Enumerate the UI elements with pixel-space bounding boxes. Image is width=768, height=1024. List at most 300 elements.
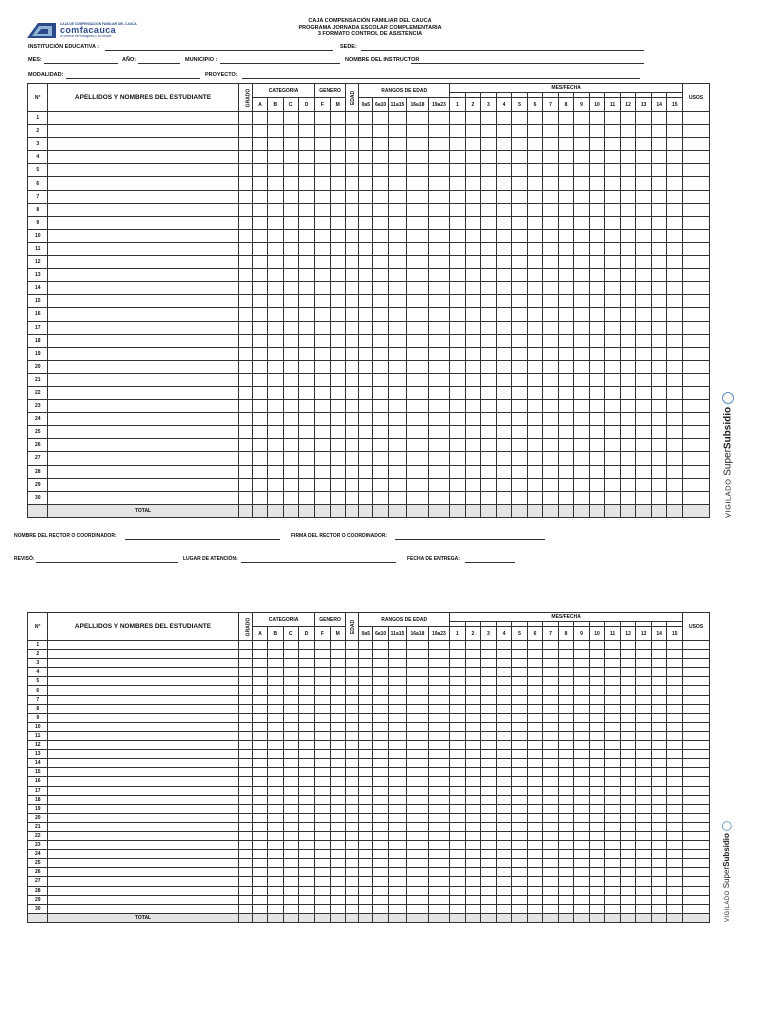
entry-cell[interactable] (605, 452, 621, 465)
entry-cell[interactable] (636, 478, 652, 491)
entry-cell[interactable] (252, 413, 267, 426)
entry-cell[interactable] (450, 413, 466, 426)
entry-cell[interactable] (558, 452, 574, 465)
entry-cell[interactable] (605, 242, 621, 255)
field-anio-line[interactable] (138, 63, 180, 64)
entry-cell[interactable] (496, 478, 512, 491)
entry-cell[interactable] (428, 804, 450, 813)
entry-cell[interactable] (407, 822, 428, 831)
entry-cell[interactable] (651, 859, 667, 868)
entry-cell[interactable] (558, 813, 574, 822)
entry-cell[interactable] (373, 713, 388, 722)
entry-cell[interactable] (512, 650, 528, 659)
entry-cell[interactable] (527, 813, 543, 822)
entry-cell[interactable] (667, 478, 683, 491)
entry-cell[interactable] (558, 125, 574, 138)
entry-cell[interactable] (252, 850, 267, 859)
entry-cell[interactable] (238, 478, 252, 491)
entry-cell[interactable] (496, 813, 512, 822)
entry-cell[interactable] (558, 886, 574, 895)
entry-cell[interactable] (574, 491, 590, 504)
entry-cell[interactable] (667, 704, 683, 713)
entry-cell[interactable] (238, 360, 252, 373)
entry-cell[interactable] (481, 786, 497, 795)
entry-cell[interactable] (48, 859, 238, 868)
entry-cell[interactable] (283, 813, 298, 822)
entry-cell[interactable] (283, 704, 298, 713)
entry-cell[interactable] (330, 203, 345, 216)
entry-cell[interactable] (605, 850, 621, 859)
entry-cell[interactable] (574, 203, 590, 216)
entry-cell[interactable] (252, 373, 267, 386)
entry-cell[interactable] (465, 695, 481, 704)
entry-cell[interactable] (620, 203, 636, 216)
entry-cell[interactable] (605, 804, 621, 813)
entry-cell[interactable] (298, 841, 314, 850)
entry-cell[interactable] (450, 895, 466, 904)
entry-cell[interactable] (330, 295, 345, 308)
entry-cell[interactable] (512, 831, 528, 840)
entry-cell[interactable] (636, 400, 652, 413)
entry-cell[interactable] (465, 850, 481, 859)
entry-cell[interactable] (345, 695, 358, 704)
entry-cell[interactable] (238, 750, 252, 759)
entry-cell[interactable] (512, 686, 528, 695)
entry-cell[interactable] (345, 465, 358, 478)
entry-cell[interactable] (407, 256, 428, 269)
entry-cell[interactable] (252, 229, 267, 242)
entry-cell[interactable] (330, 478, 345, 491)
entry-cell[interactable] (620, 242, 636, 255)
entry-cell[interactable] (636, 804, 652, 813)
entry-cell[interactable] (558, 877, 574, 886)
entry-cell[interactable] (620, 795, 636, 804)
entry-cell[interactable] (238, 269, 252, 282)
entry-cell[interactable] (345, 386, 358, 399)
entry-cell[interactable] (574, 704, 590, 713)
entry-cell[interactable] (543, 877, 559, 886)
entry-cell[interactable] (543, 731, 559, 740)
entry-cell[interactable] (527, 256, 543, 269)
entry-cell[interactable] (605, 321, 621, 334)
entry-cell[interactable] (48, 713, 238, 722)
entry-cell[interactable] (543, 786, 559, 795)
entry-cell[interactable] (373, 321, 388, 334)
entry-cell[interactable] (330, 491, 345, 504)
entry-cell[interactable] (496, 190, 512, 203)
entry-cell[interactable] (667, 731, 683, 740)
entry-cell[interactable] (345, 190, 358, 203)
entry-cell[interactable] (407, 904, 428, 913)
entry-cell[interactable] (527, 859, 543, 868)
entry-cell[interactable] (543, 439, 559, 452)
entry-cell[interactable] (330, 386, 345, 399)
entry-cell[interactable] (620, 895, 636, 904)
entry-cell[interactable] (512, 242, 528, 255)
entry-cell[interactable] (683, 813, 710, 822)
entry-cell[interactable] (315, 269, 330, 282)
entry-cell[interactable] (465, 386, 481, 399)
entry-cell[interactable] (512, 282, 528, 295)
entry-cell[interactable] (298, 478, 314, 491)
entry-cell[interactable] (527, 400, 543, 413)
entry-cell[interactable] (651, 868, 667, 877)
entry-cell[interactable] (268, 360, 283, 373)
entry-cell[interactable] (636, 777, 652, 786)
entry-cell[interactable] (558, 360, 574, 373)
entry-cell[interactable] (651, 786, 667, 795)
entry-cell[interactable] (605, 439, 621, 452)
entry-cell[interactable] (605, 413, 621, 426)
entry-cell[interactable] (428, 151, 450, 164)
entry-cell[interactable] (481, 164, 497, 177)
entry-cell[interactable] (636, 759, 652, 768)
entry-cell[interactable] (48, 668, 238, 677)
entry-cell[interactable] (407, 777, 428, 786)
entry-cell[interactable] (407, 641, 428, 650)
entry-cell[interactable] (465, 668, 481, 677)
entry-cell[interactable] (330, 125, 345, 138)
entry-cell[interactable] (574, 386, 590, 399)
entry-cell[interactable] (388, 282, 406, 295)
entry-cell[interactable] (496, 650, 512, 659)
entry-cell[interactable] (450, 822, 466, 831)
entry-cell[interactable] (683, 795, 710, 804)
entry-cell[interactable] (465, 242, 481, 255)
entry-cell[interactable] (543, 822, 559, 831)
entry-cell[interactable] (428, 841, 450, 850)
entry-cell[interactable] (238, 491, 252, 504)
entry-cell[interactable] (481, 877, 497, 886)
entry-cell[interactable] (574, 641, 590, 650)
entry-cell[interactable] (512, 138, 528, 151)
entry-cell[interactable] (359, 269, 373, 282)
entry-cell[interactable] (636, 295, 652, 308)
entry-cell[interactable] (48, 256, 238, 269)
entry-cell[interactable] (359, 741, 373, 750)
entry-cell[interactable] (589, 373, 605, 386)
entry-cell[interactable] (48, 465, 238, 478)
entry-cell[interactable] (527, 659, 543, 668)
entry-cell[interactable] (238, 400, 252, 413)
entry-cell[interactable] (238, 904, 252, 913)
entry-cell[interactable] (252, 904, 267, 913)
entry-cell[interactable] (373, 426, 388, 439)
field-mes-line[interactable] (44, 63, 118, 64)
entry-cell[interactable] (496, 904, 512, 913)
entry-cell[interactable] (465, 282, 481, 295)
entry-cell[interactable] (315, 768, 330, 777)
entry-cell[interactable] (283, 164, 298, 177)
entry-cell[interactable] (543, 229, 559, 242)
total-cell[interactable] (574, 504, 590, 517)
entry-cell[interactable] (527, 439, 543, 452)
entry-cell[interactable] (252, 804, 267, 813)
entry-cell[interactable] (651, 282, 667, 295)
entry-cell[interactable] (283, 722, 298, 731)
entry-cell[interactable] (48, 659, 238, 668)
entry-cell[interactable] (450, 138, 466, 151)
entry-cell[interactable] (450, 868, 466, 877)
entry-cell[interactable] (465, 895, 481, 904)
entry-cell[interactable] (450, 295, 466, 308)
entry-cell[interactable] (330, 439, 345, 452)
entry-cell[interactable] (465, 177, 481, 190)
entry-cell[interactable] (465, 269, 481, 282)
entry-cell[interactable] (465, 713, 481, 722)
entry-cell[interactable] (512, 256, 528, 269)
entry-cell[interactable] (465, 256, 481, 269)
entry-cell[interactable] (543, 722, 559, 731)
entry-cell[interactable] (345, 216, 358, 229)
entry-cell[interactable] (496, 831, 512, 840)
entry-cell[interactable] (667, 877, 683, 886)
entry-cell[interactable] (620, 650, 636, 659)
entry-cell[interactable] (620, 151, 636, 164)
entry-cell[interactable] (238, 650, 252, 659)
entry-cell[interactable] (345, 491, 358, 504)
entry-cell[interactable] (667, 741, 683, 750)
entry-cell[interactable] (428, 334, 450, 347)
entry-cell[interactable] (315, 868, 330, 877)
entry-cell[interactable] (574, 777, 590, 786)
footer-reviso-line[interactable] (36, 562, 178, 563)
total-cell[interactable] (527, 504, 543, 517)
entry-cell[interactable] (620, 868, 636, 877)
total-cell[interactable] (298, 913, 314, 922)
entry-cell[interactable] (428, 695, 450, 704)
entry-cell[interactable] (605, 750, 621, 759)
entry-cell[interactable] (407, 731, 428, 740)
entry-cell[interactable] (330, 841, 345, 850)
entry-cell[interactable] (388, 242, 406, 255)
entry-cell[interactable] (589, 229, 605, 242)
entry-cell[interactable] (238, 151, 252, 164)
entry-cell[interactable] (388, 439, 406, 452)
entry-cell[interactable] (683, 321, 710, 334)
entry-cell[interactable] (315, 850, 330, 859)
entry-cell[interactable] (636, 190, 652, 203)
entry-cell[interactable] (428, 216, 450, 229)
entry-cell[interactable] (315, 741, 330, 750)
entry-cell[interactable] (359, 750, 373, 759)
entry-cell[interactable] (496, 822, 512, 831)
entry-cell[interactable] (450, 282, 466, 295)
entry-cell[interactable] (388, 786, 406, 795)
entry-cell[interactable] (512, 804, 528, 813)
entry-cell[interactable] (589, 750, 605, 759)
entry-cell[interactable] (620, 400, 636, 413)
entry-cell[interactable] (298, 777, 314, 786)
entry-cell[interactable] (481, 841, 497, 850)
entry-cell[interactable] (238, 886, 252, 895)
entry-cell[interactable] (527, 704, 543, 713)
entry-cell[interactable] (605, 786, 621, 795)
entry-cell[interactable] (636, 177, 652, 190)
entry-cell[interactable] (651, 190, 667, 203)
entry-cell[interactable] (512, 850, 528, 859)
entry-cell[interactable] (373, 759, 388, 768)
entry-cell[interactable] (481, 138, 497, 151)
entry-cell[interactable] (636, 895, 652, 904)
entry-cell[interactable] (589, 813, 605, 822)
entry-cell[interactable] (589, 777, 605, 786)
entry-cell[interactable] (345, 677, 358, 686)
entry-cell[interactable] (683, 722, 710, 731)
entry-cell[interactable] (636, 822, 652, 831)
entry-cell[interactable] (558, 731, 574, 740)
entry-cell[interactable] (620, 216, 636, 229)
entry-cell[interactable] (683, 400, 710, 413)
entry-cell[interactable] (283, 229, 298, 242)
entry-cell[interactable] (558, 659, 574, 668)
entry-cell[interactable] (48, 822, 238, 831)
entry-cell[interactable] (589, 659, 605, 668)
entry-cell[interactable] (407, 686, 428, 695)
entry-cell[interactable] (636, 360, 652, 373)
entry-cell[interactable] (496, 321, 512, 334)
entry-cell[interactable] (373, 242, 388, 255)
entry-cell[interactable] (315, 164, 330, 177)
entry-cell[interactable] (450, 373, 466, 386)
entry-cell[interactable] (527, 677, 543, 686)
entry-cell[interactable] (450, 831, 466, 840)
entry-cell[interactable] (315, 334, 330, 347)
entry-cell[interactable] (558, 151, 574, 164)
entry-cell[interactable] (345, 895, 358, 904)
entry-cell[interactable] (268, 641, 283, 650)
entry-cell[interactable] (543, 750, 559, 759)
entry-cell[interactable] (683, 731, 710, 740)
entry-cell[interactable] (283, 804, 298, 813)
entry-cell[interactable] (481, 112, 497, 125)
entry-cell[interactable] (667, 138, 683, 151)
entry-cell[interactable] (345, 741, 358, 750)
entry-cell[interactable] (359, 242, 373, 255)
entry-cell[interactable] (315, 478, 330, 491)
entry-cell[interactable] (496, 400, 512, 413)
entry-cell[interactable] (589, 795, 605, 804)
entry-cell[interactable] (465, 439, 481, 452)
entry-cell[interactable] (574, 190, 590, 203)
entry-cell[interactable] (527, 269, 543, 282)
entry-cell[interactable] (330, 177, 345, 190)
entry-cell[interactable] (667, 360, 683, 373)
entry-cell[interactable] (373, 668, 388, 677)
entry-cell[interactable] (605, 768, 621, 777)
entry-cell[interactable] (252, 386, 267, 399)
entry-cell[interactable] (620, 731, 636, 740)
entry-cell[interactable] (407, 360, 428, 373)
entry-cell[interactable] (589, 177, 605, 190)
entry-cell[interactable] (428, 308, 450, 321)
entry-cell[interactable] (48, 478, 238, 491)
entry-cell[interactable] (527, 668, 543, 677)
entry-cell[interactable] (651, 841, 667, 850)
entry-cell[interactable] (465, 334, 481, 347)
entry-cell[interactable] (605, 400, 621, 413)
entry-cell[interactable] (527, 877, 543, 886)
entry-cell[interactable] (667, 850, 683, 859)
entry-cell[interactable] (48, 741, 238, 750)
entry-cell[interactable] (252, 686, 267, 695)
entry-cell[interactable] (512, 695, 528, 704)
entry-cell[interactable] (283, 125, 298, 138)
entry-cell[interactable] (373, 360, 388, 373)
entry-cell[interactable] (683, 465, 710, 478)
entry-cell[interactable] (268, 686, 283, 695)
entry-cell[interactable] (252, 895, 267, 904)
entry-cell[interactable] (48, 151, 238, 164)
entry-cell[interactable] (373, 151, 388, 164)
entry-cell[interactable] (407, 334, 428, 347)
entry-cell[interactable] (667, 859, 683, 868)
entry-cell[interactable] (268, 334, 283, 347)
entry-cell[interactable] (428, 426, 450, 439)
entry-cell[interactable] (512, 713, 528, 722)
entry-cell[interactable] (683, 360, 710, 373)
entry-cell[interactable] (252, 713, 267, 722)
entry-cell[interactable] (345, 164, 358, 177)
entry-cell[interactable] (238, 895, 252, 904)
entry-cell[interactable] (252, 151, 267, 164)
entry-cell[interactable] (252, 677, 267, 686)
entry-cell[interactable] (407, 491, 428, 504)
entry-cell[interactable] (636, 813, 652, 822)
entry-cell[interactable] (527, 831, 543, 840)
entry-cell[interactable] (496, 804, 512, 813)
entry-cell[interactable] (481, 831, 497, 840)
entry-cell[interactable] (373, 895, 388, 904)
entry-cell[interactable] (651, 668, 667, 677)
total-cell[interactable] (345, 913, 358, 922)
entry-cell[interactable] (48, 203, 238, 216)
entry-cell[interactable] (315, 686, 330, 695)
entry-cell[interactable] (252, 795, 267, 804)
entry-cell[interactable] (345, 413, 358, 426)
entry-cell[interactable] (620, 282, 636, 295)
entry-cell[interactable] (651, 813, 667, 822)
entry-cell[interactable] (450, 478, 466, 491)
total-cell[interactable] (527, 913, 543, 922)
entry-cell[interactable] (388, 704, 406, 713)
entry-cell[interactable] (527, 164, 543, 177)
entry-cell[interactable] (636, 256, 652, 269)
entry-cell[interactable] (667, 216, 683, 229)
entry-cell[interactable] (636, 650, 652, 659)
entry-cell[interactable] (283, 686, 298, 695)
entry-cell[interactable] (388, 203, 406, 216)
entry-cell[interactable] (496, 386, 512, 399)
entry-cell[interactable] (605, 347, 621, 360)
entry-cell[interactable] (359, 659, 373, 668)
entry-cell[interactable] (605, 491, 621, 504)
entry-cell[interactable] (589, 491, 605, 504)
entry-cell[interactable] (315, 641, 330, 650)
entry-cell[interactable] (283, 151, 298, 164)
entry-cell[interactable] (268, 373, 283, 386)
entry-cell[interactable] (428, 777, 450, 786)
entry-cell[interactable] (512, 269, 528, 282)
total-cell[interactable] (605, 913, 621, 922)
field-sede-line[interactable] (361, 50, 644, 51)
entry-cell[interactable] (283, 216, 298, 229)
entry-cell[interactable] (252, 308, 267, 321)
entry-cell[interactable] (315, 360, 330, 373)
total-cell[interactable] (543, 504, 559, 517)
entry-cell[interactable] (683, 112, 710, 125)
entry-cell[interactable] (651, 347, 667, 360)
